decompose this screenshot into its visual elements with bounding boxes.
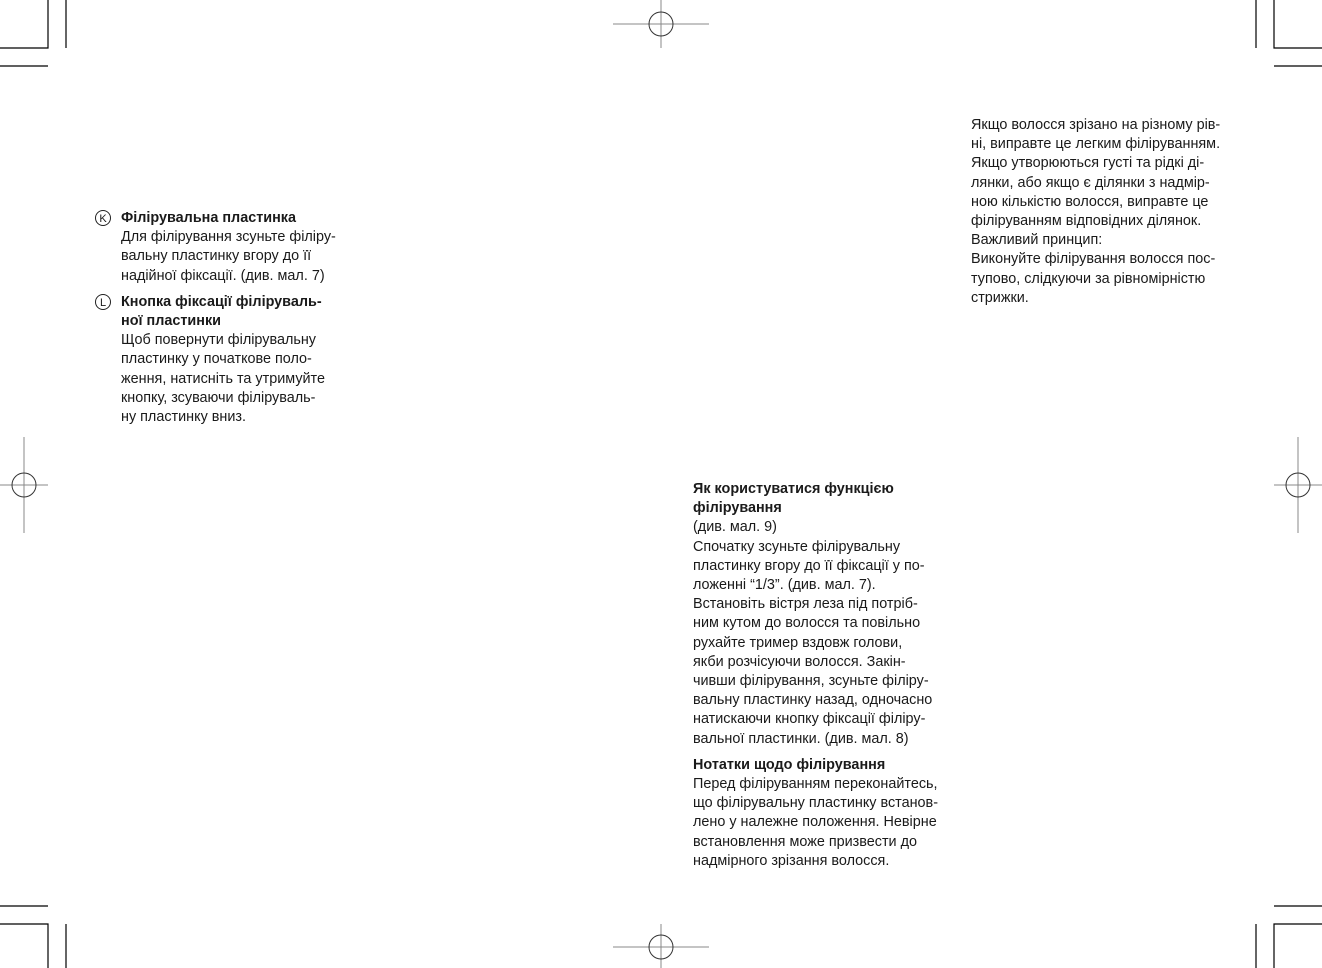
text-line: лено у належне положення. Невірне <box>693 814 937 831</box>
text-line: надійної фіксації. (див. мал. 7) <box>121 267 325 284</box>
text-line: чивши філірування, зсуньте філіру- <box>693 673 929 690</box>
text-line: рухайте тример вздовж голови, <box>693 634 903 651</box>
text-line: Якщо волосся зрізано на різному рів- <box>971 117 1221 133</box>
text-line: натискаючи кнопку фіксації філіру- <box>693 711 926 728</box>
text-line: якби розчісуючи волосся. Закін- <box>693 653 906 670</box>
text-line: Важливий принцип: <box>971 232 1103 249</box>
left-column <box>95 209 351 427</box>
item-k <box>95 209 351 286</box>
text-line: Встановіть вістря леза під потріб- <box>693 596 918 613</box>
text-line: Щоб повернути філірувальну <box>121 332 316 349</box>
middle-column <box>693 480 945 871</box>
text-line: вальної пластинки. (див. мал. 8) <box>693 730 909 747</box>
right-column <box>971 116 1223 308</box>
item-title: ної пластинки <box>121 313 222 330</box>
text-line: тупово, слідкуючи за рівномірністю <box>971 270 1206 287</box>
text-line: надмірного зрізання волосся. <box>693 852 890 869</box>
text-line: ну пластинку вниз. <box>121 409 246 426</box>
text-line: що філірувальну пластинку встанов- <box>693 795 938 812</box>
text-line: ною кількістю волосся, виправте це <box>971 193 1209 210</box>
text-line: Для філірування зсуньте філіру- <box>121 229 336 246</box>
text-line: Виконуйте філірування волосся пос- <box>971 251 1216 268</box>
text-line: (див. мал. 9) <box>693 519 777 536</box>
notes-heading: Нотатки щодо філірування <box>693 756 886 773</box>
text-line: пластинку у початкове поло- <box>121 351 312 368</box>
text-line: Якщо утворюються густі та рідкі ді- <box>971 155 1205 172</box>
text-line: лянки, або якщо є ділянки з надмір- <box>971 174 1210 191</box>
text-line: пластинку вгору до її фіксації у по- <box>693 557 925 574</box>
section-heading: філірування <box>693 500 782 517</box>
text-line: встановлення може призвести до <box>693 833 917 850</box>
circled-l-icon: L <box>95 294 111 310</box>
text-line: філіруванням відповідних ділянок. <box>971 213 1202 230</box>
item-title: Кнопка фіксації філіруваль- <box>121 293 322 310</box>
text-line: ложенні “1/3”. (див. мал. 7). <box>693 577 876 594</box>
text-line: ження, натисніть та утримуйте <box>121 370 325 387</box>
circled-k-icon: K <box>95 210 111 226</box>
item-title: Філірувальна пластинка <box>121 210 296 226</box>
text-line: кнопку, зсуваючи філіруваль- <box>121 389 316 406</box>
text-line: стрижки. <box>971 289 1029 306</box>
text-line: вальну пластинку назад, одночасно <box>693 692 933 709</box>
text-line: ні, виправте це легким філіруванням. <box>971 136 1221 153</box>
text-line: ним кутом до волосся та повільно <box>693 615 921 632</box>
section-heading: Як користуватися функцією <box>693 481 894 497</box>
text-line: Перед філіруванням переконайтесь, <box>693 776 938 793</box>
item-l <box>95 293 351 427</box>
text-line: Спочатку зсуньте філірувальну <box>693 538 901 555</box>
text-line: вальну пластинку вгору до її <box>121 248 312 265</box>
